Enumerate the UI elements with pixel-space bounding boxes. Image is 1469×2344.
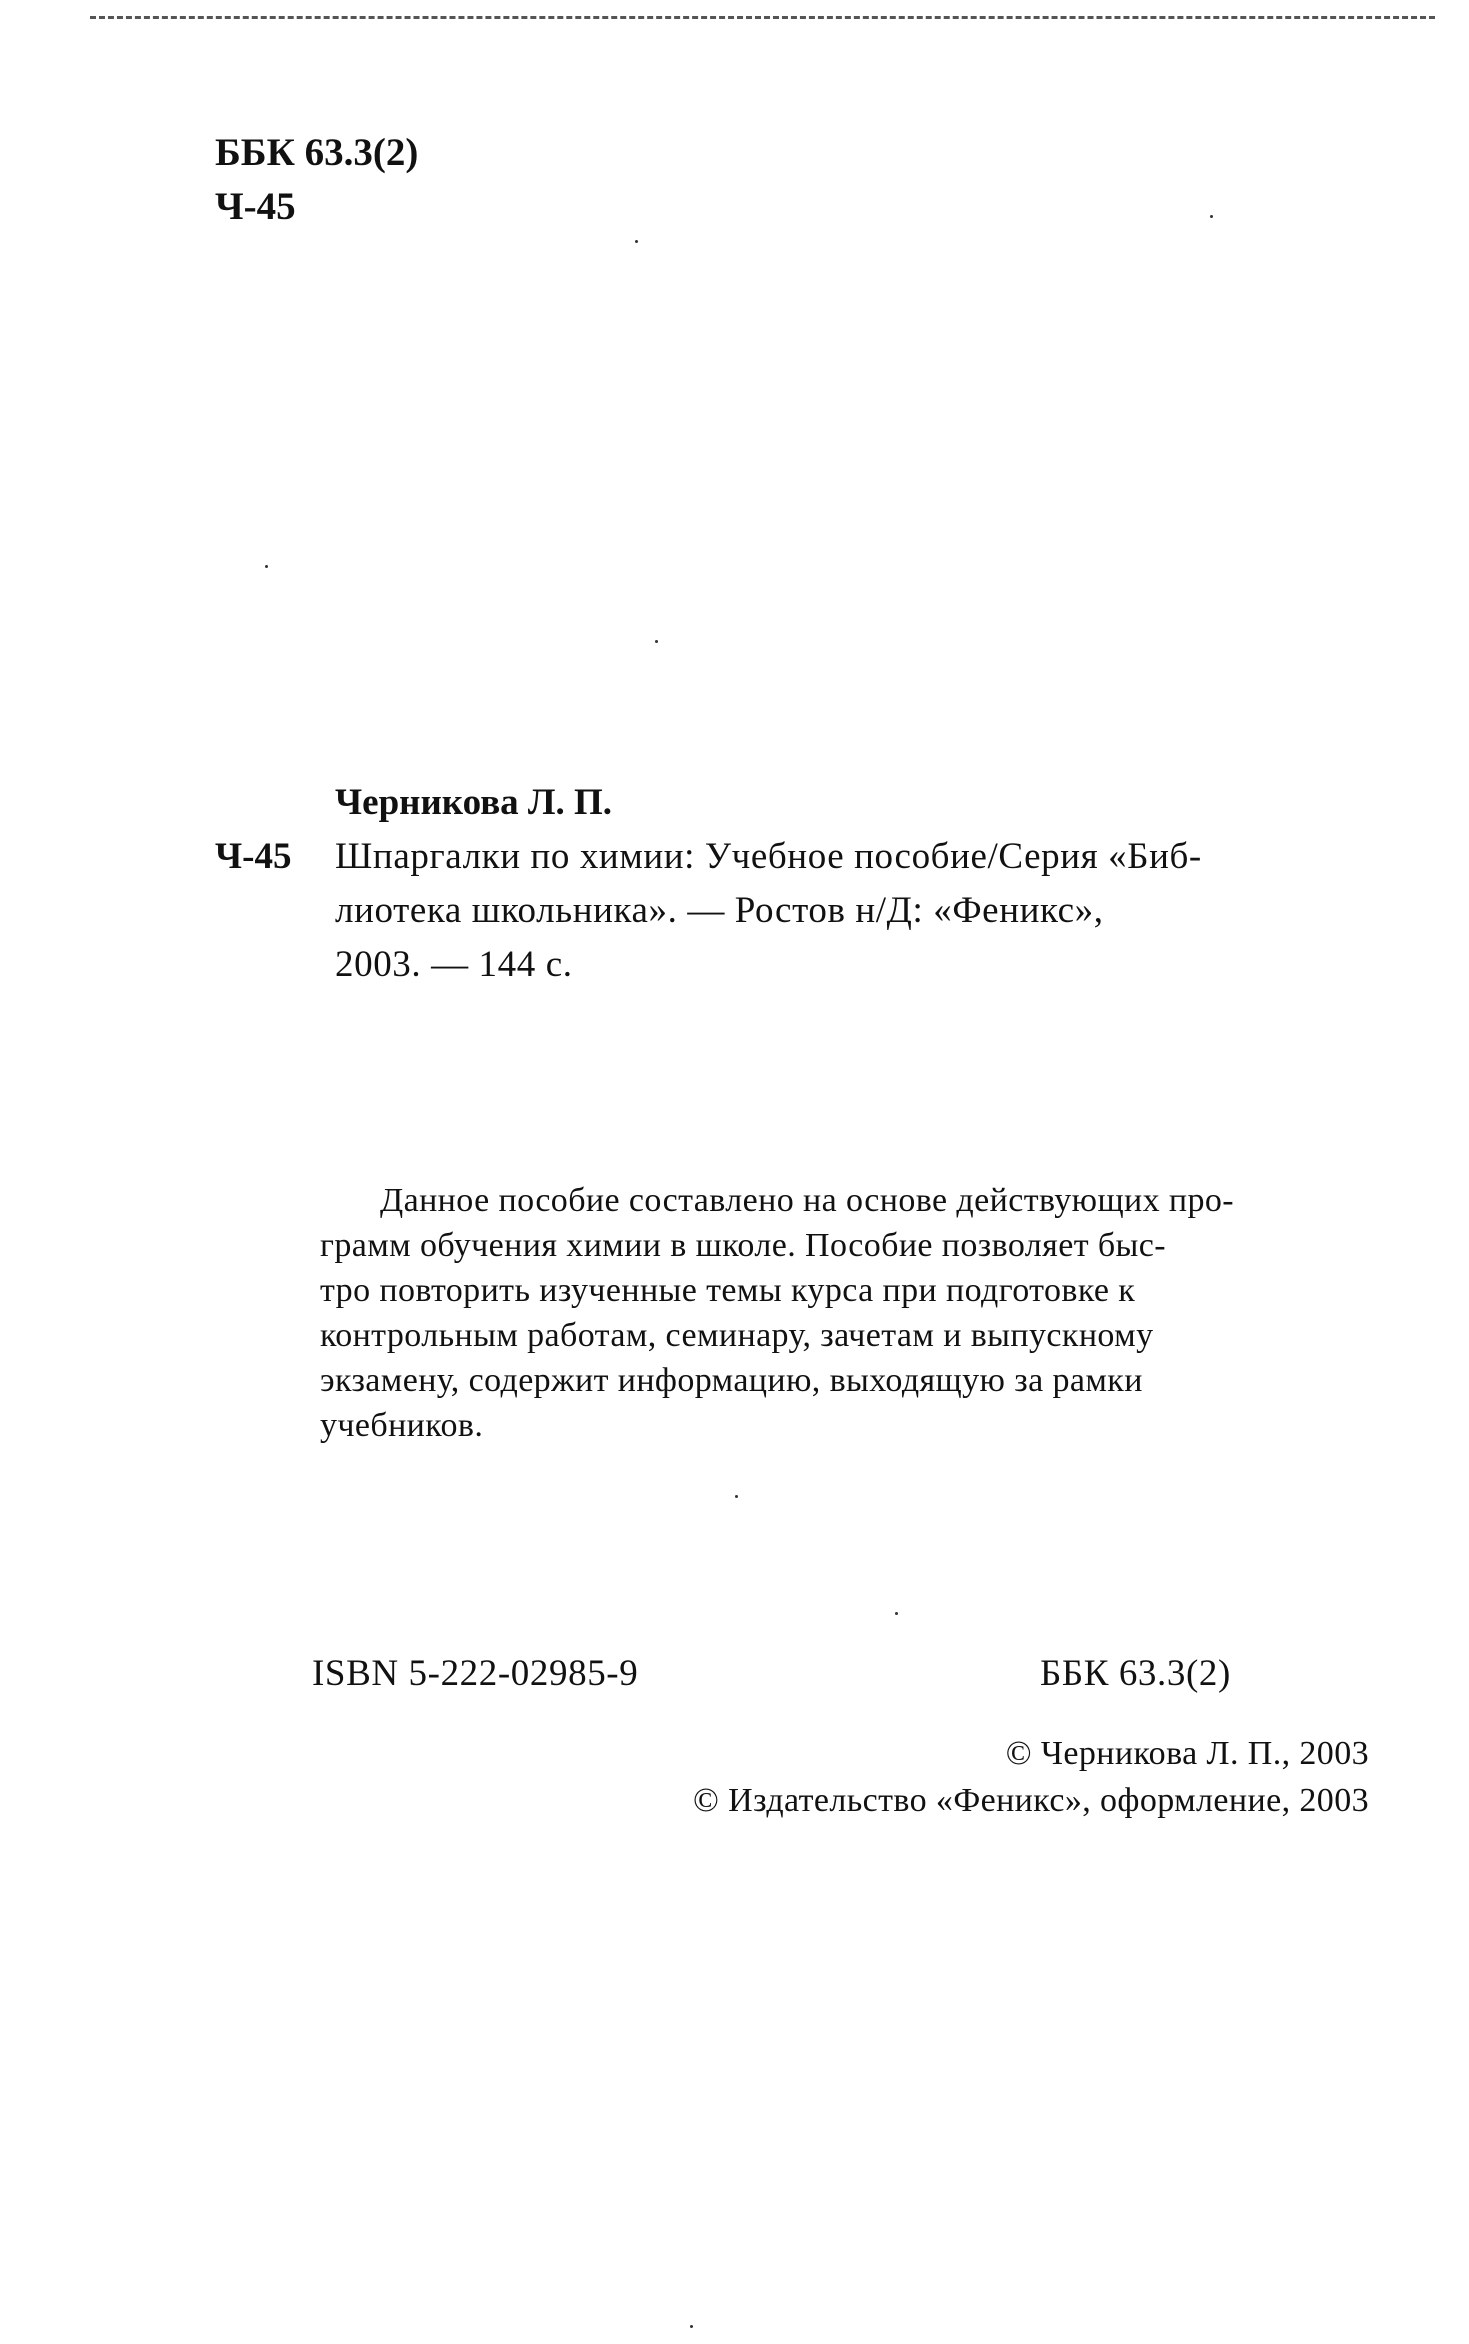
author-name: Черникова Л. П. xyxy=(335,782,613,823)
abstract-line: учебников. xyxy=(320,1407,484,1444)
copyright-block xyxy=(693,1730,1369,1824)
abstract-line: Данное пособие составлено на основе действующих про- xyxy=(380,1182,1235,1219)
scan-speck xyxy=(895,1612,898,1615)
footer-bbk-code: ББК 63.3(2) xyxy=(1040,1653,1231,1694)
citation-line: лиотека школьника». — Ростов н/Д: «Феникс», xyxy=(335,890,1104,931)
abstract-line: экзамену, содержит информацию, выходящую за рамки xyxy=(320,1362,1143,1399)
scan-speck xyxy=(1210,215,1213,218)
isbn: ISBN 5-222-02985-9 xyxy=(312,1653,639,1694)
classification-header xyxy=(215,126,418,234)
scan-speck xyxy=(690,2325,693,2328)
copyright-publisher: © Издательство «Феникс», оформление, 2003 xyxy=(693,1782,1369,1819)
abstract-paragraph xyxy=(320,1178,1360,1448)
scan-speck xyxy=(635,240,638,243)
abstract-line: контрольным работам, семинару, зачетам и выпускному xyxy=(320,1317,1154,1354)
scan-speck xyxy=(265,565,268,568)
abstract-line: грамм обучения химии в школе. Пособие позволяет быс- xyxy=(320,1227,1167,1264)
bbk-code: ББК 63.3(2) xyxy=(215,131,419,174)
author-mark: Ч-45 xyxy=(215,185,296,228)
top-edge-rule xyxy=(90,16,1435,19)
citation-line: 2003. — 144 с. xyxy=(335,944,573,985)
citation-line: Шпаргалки по химии: Учебное пособие/Серия «Биб- xyxy=(335,836,1202,877)
copyright-author: © Черникова Л. П., 2003 xyxy=(1005,1735,1369,1772)
scan-speck xyxy=(655,640,658,643)
citation-text xyxy=(335,830,1469,992)
abstract-line: тро повторить изученные темы курса при подготовке к xyxy=(320,1272,1136,1309)
scan-speck xyxy=(735,1495,738,1498)
entry-author-mark: Ч-45 xyxy=(215,836,292,877)
